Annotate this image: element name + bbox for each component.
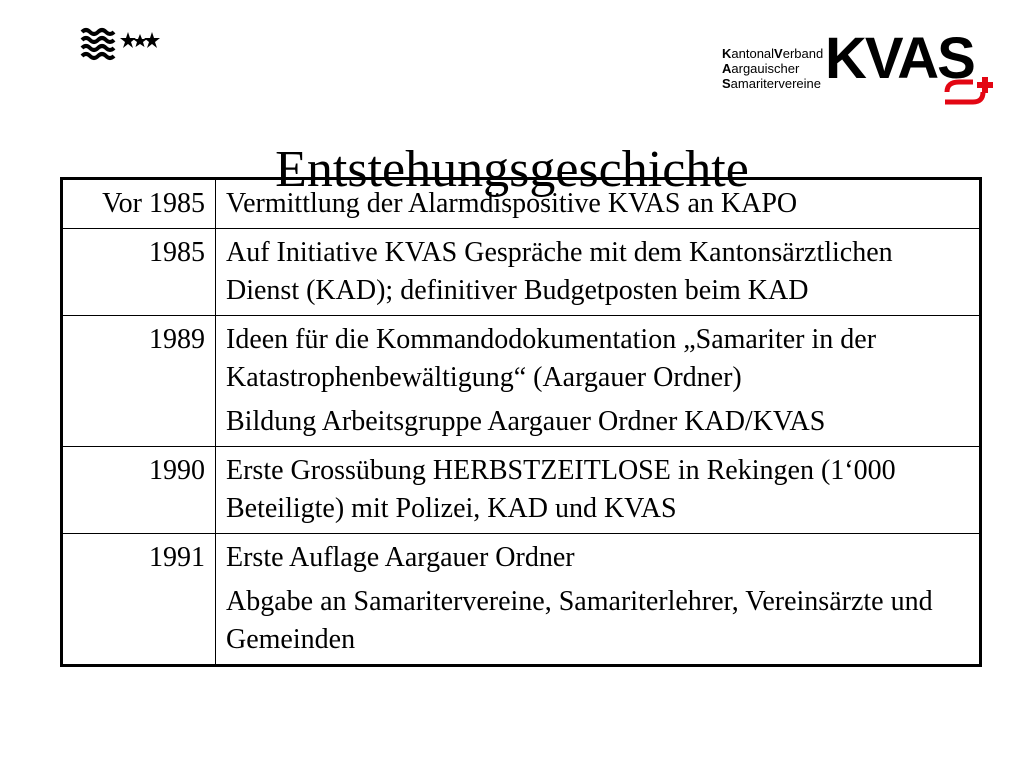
description-text: Vermittlung der Alarmdispositive KVAS an KAPO	[226, 188, 798, 219]
description-cell	[216, 447, 981, 534]
year-cell: 1989	[62, 316, 216, 447]
description-cell	[216, 534, 981, 666]
kvas-mark-icon	[825, 30, 995, 112]
description-text: Bildung Arbeitsgruppe Aargauer Ordner KAD/KVAS	[226, 406, 826, 437]
year-cell: 1991	[62, 534, 216, 666]
description-text: Ideen für die Kommandodokumentation „Samariter in der Katastrophenbewältigung“ (Aargauer Ordner)	[226, 324, 877, 393]
page-title: Entstehungsgeschichte	[275, 140, 749, 198]
kvas-logo-line-1: KantonalVerband	[722, 46, 824, 61]
table-row	[62, 229, 981, 316]
timeline-table	[60, 177, 982, 667]
kvas-logo-text	[722, 46, 823, 91]
table-row	[62, 447, 981, 534]
year-cell: 1985	[62, 229, 216, 316]
table-row	[62, 179, 981, 229]
kvas-mark-letters: KVAS	[825, 30, 974, 91]
year-cell: Vor 1985	[62, 179, 216, 229]
description-cell	[216, 229, 981, 316]
description-cell	[216, 179, 981, 229]
kvas-logo-line-2: Aargauischer	[722, 61, 800, 76]
table-row	[62, 534, 981, 666]
table-row	[62, 316, 981, 447]
description-cell	[216, 316, 981, 447]
description-text: Erste Auflage Aargauer Ordner	[226, 542, 575, 573]
description-text: Auf Initiative KVAS Gespräche mit dem Kantonsärztlichen Dienst (KAD); definitiver Budgetposten beim KAD	[226, 237, 893, 306]
description-text: Abgabe an Samaritervereine, Samariterlehrer, Vereinsärzte und Gemeinden	[226, 586, 933, 655]
description-text: Erste Grossübung HERBSTZEITLOSE in Rekingen (1‘000 Beteiligte) mit Polizei, KAD und KVAS	[226, 455, 896, 524]
kvas-logo-line-3: Samaritervereine	[722, 76, 821, 91]
kvas-logo	[722, 30, 994, 112]
year-cell: 1990	[62, 447, 216, 534]
aargau-coat-of-arms-icon	[80, 26, 160, 62]
